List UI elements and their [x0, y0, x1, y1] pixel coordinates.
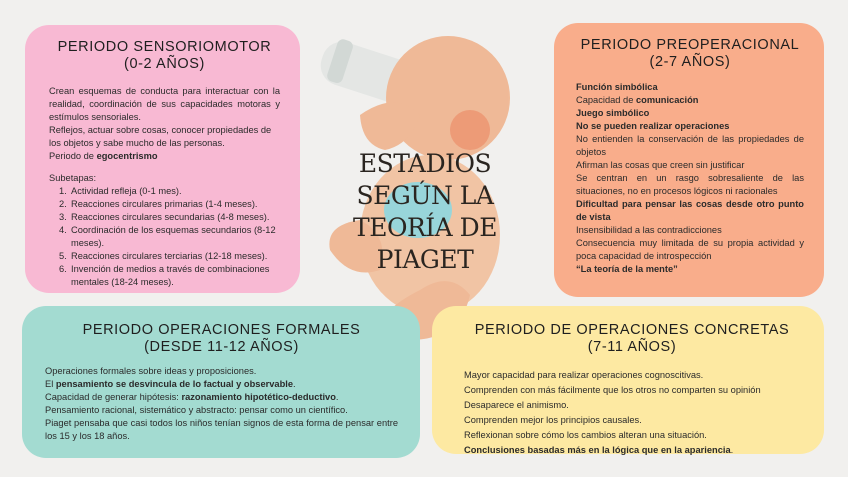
list-item: 6. Invención de medios a través de combinaciones mentales (18-24 meses). [59, 264, 270, 287]
concretas-line: Reflexionan sobre cómo los cambios alteran una situación. [464, 430, 707, 440]
list-item: 4. Coordinación de los esquemas secundarios (8-12 meses). [59, 225, 276, 248]
preop-line: Consecuencia muy limitada de su propia actividad y poca capacidad de introspección [576, 238, 804, 261]
concretas-line: Desaparece el animismo. [464, 400, 569, 410]
card-sensoriomotor [25, 25, 300, 293]
preop-line: Afirman las cosas que creen sin justificar [576, 160, 745, 170]
title-line: TEORÍA DE [353, 213, 497, 242]
card-preoperacional [554, 23, 824, 297]
concretas-line: Mayor capacidad para realizar operaciones cognoscitivas. [464, 370, 704, 380]
list-item: 2. Reacciones circulares primarias (1-4 meses). [59, 199, 258, 209]
formales-line: Pensamiento racional, sistemático y abstracto: pensar como un científico. [45, 405, 348, 415]
sensoriomotor-reflexes: Reflejos, actuar sobre cosas, conocer propiedades de los objetos y sabe mucho de las personas. [49, 125, 272, 148]
formales-heading: PERIODO OPERACIONES FORMALES (DESDE 11-12 AÑOS) [82, 322, 361, 355]
card-operaciones-concretas [432, 306, 824, 454]
sensoriomotor-description: Crean esquemas de conducta para interactuar con la realidad, coordinación de sus capacidades motoras y estímulos sensoriales. [49, 86, 280, 122]
list-item: 5. Reacciones circulares terciarias (12-18 meses). [59, 251, 268, 261]
preop-line: “La teoría de la mente” [576, 264, 678, 274]
concretas-heading: PERIODO DE OPERACIONES CONCRETAS (7-11 AÑOS) [474, 322, 790, 355]
formales-line: Piaget pensaba que casi todos los niños tenían signos de esta forma de pensar entre los 15 y los 18 años. [45, 418, 398, 441]
preop-line: Insensibilidad a las contradicciones [576, 225, 722, 235]
concretas-line: Conclusiones basadas más en la lógica que en la apariencia. [464, 445, 734, 455]
formales-line: El pensamiento se desvincula de lo factual y observable. [45, 379, 296, 389]
preop-line: Se centran en un rasgo sobresaliente de las situaciones, no en procesos lógicos ni racionales [576, 173, 804, 196]
card-operaciones-formales [22, 306, 420, 458]
preop-line: Juego simbólico [576, 108, 650, 118]
preop-line: No entienden la conservación de las propiedades de objetos [576, 134, 804, 157]
formales-line: Operaciones formales sobre ideas y proposiciones. [45, 366, 257, 376]
title-line: ESTADIOS [358, 149, 492, 178]
title-line: SEGÚN LA [356, 181, 494, 210]
list-item: 1. Actividad refleja (0-1 mes). [59, 186, 182, 196]
concretas-line: Comprenden mejor los principios causales. [464, 415, 642, 425]
preop-line: Dificultad para pensar las cosas desde otro punto de vista [576, 199, 804, 222]
main-title [340, 148, 510, 276]
list-item: 3. Reacciones circulares secundarias (4-8 meses). [59, 212, 270, 222]
title-line: PIAGET [376, 245, 474, 274]
preop-line: Capacidad de comunicación [576, 95, 699, 105]
sensoriomotor-heading: PERIODO SENSORIOMOTOR (0-2 AÑOS) [57, 39, 272, 72]
preoperacional-heading: PERIODO PREOPERACIONAL (2-7 AÑOS) [580, 37, 800, 70]
preop-line: Función simbólica [576, 82, 658, 92]
concretas-line: Comprenden con más fácilmente que los otros no comparten su opinión [464, 385, 761, 395]
preop-line: No se pueden realizar operaciones [576, 121, 730, 131]
sensoriomotor-subtitle: Subetapas: [49, 173, 97, 183]
sensoriomotor-egocentrism: Periodo de egocentrismo [49, 151, 158, 161]
sensoriomotor-stages-list [59, 185, 280, 289]
formales-line: Capacidad de generar hipótesis: razonamiento hipotético-deductivo. [45, 392, 339, 402]
